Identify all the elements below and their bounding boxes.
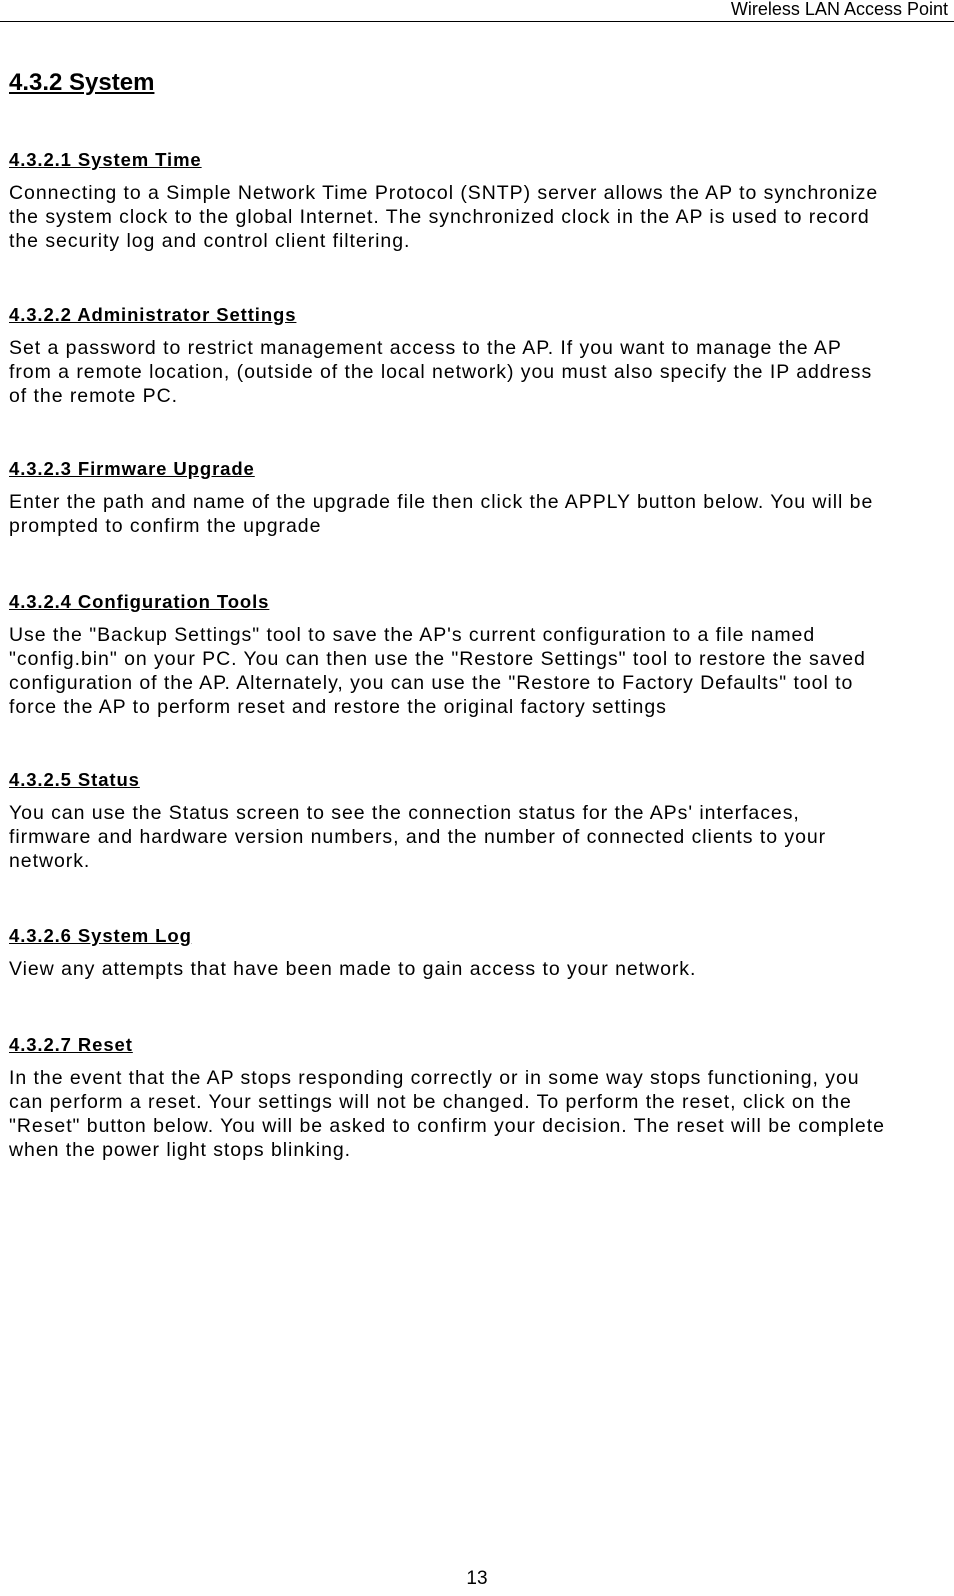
subsection-system-log: [9, 925, 949, 981]
subsection-heading-system-log: 4.3.2.6 System Log: [9, 925, 192, 946]
subsection-body-reset: In the event that the AP stops responding correctly or in some way stops functioning, you can perform a reset. Your settings will not be changed. To perform the reset, click on the "Reset" button below. You will be asked to confirm your decision. The reset will be complete when the power light stops blinking.: [9, 1067, 885, 1161]
subsection-heading-system-time: 4.3.2.1 System Time: [9, 149, 202, 170]
subsection-firmware-upgrade: [9, 458, 949, 538]
subsection-body-system-log: View any attempts that have been made to gain access to your network.: [9, 958, 697, 980]
page-number: 13: [466, 1568, 488, 1589]
subsection-system-time: [9, 149, 949, 253]
subsection-body-configuration-tools: Use the "Backup Settings" tool to save the AP's current configuration to a file named "config.bin" on your PC. You can then use the "Restore Settings" tool to restore the saved configuration of the AP. Alternately, you can use the "Restore to Factory Defaults" tool to force the AP to perform reset and restore the original factory settings: [9, 624, 866, 718]
running-header-title: Wireless LAN Access Point: [730, 0, 948, 19]
subsection-heading-firmware-upgrade: 4.3.2.3 Firmware Upgrade: [9, 458, 255, 479]
subsection-heading-status: 4.3.2.5 Status: [9, 769, 140, 790]
subsection-heading-reset: 4.3.2.7 Reset: [9, 1034, 133, 1055]
subsection-body-system-time: Connecting to a Simple Network Time Protocol (SNTP) server allows the AP to synchronize the system clock to the global Internet. The synchronized clock in the AP is used to record the security log and control client filtering.: [9, 182, 879, 252]
subsection-body-firmware-upgrade: Enter the path and name of the upgrade file then click the APPLY button below. You will be prompted to confirm the upgrade: [9, 491, 874, 537]
subsection-heading-configuration-tools: 4.3.2.4 Configuration Tools: [9, 591, 270, 612]
subsection-configuration-tools: [9, 591, 949, 719]
subsection-heading-administrator-settings: 4.3.2.2 Administrator Settings: [9, 304, 297, 325]
subsection-body-status: You can use the Status screen to see the connection status for the APs' interfaces, firmware and hardware version numbers, and the number of connected clients to your network.: [9, 802, 827, 872]
subsection-administrator-settings: [9, 304, 949, 408]
running-header: [0, 0, 954, 22]
subsection-reset: [9, 1034, 949, 1162]
section-title: 4.3.2 System: [9, 69, 155, 96]
subsection-status: [9, 769, 949, 873]
subsection-body-administrator-settings: Set a password to restrict management access to the AP. If you want to manage the AP from a remote location, (outside of the local network) you must also specify the IP address of the remote PC.: [9, 337, 873, 407]
